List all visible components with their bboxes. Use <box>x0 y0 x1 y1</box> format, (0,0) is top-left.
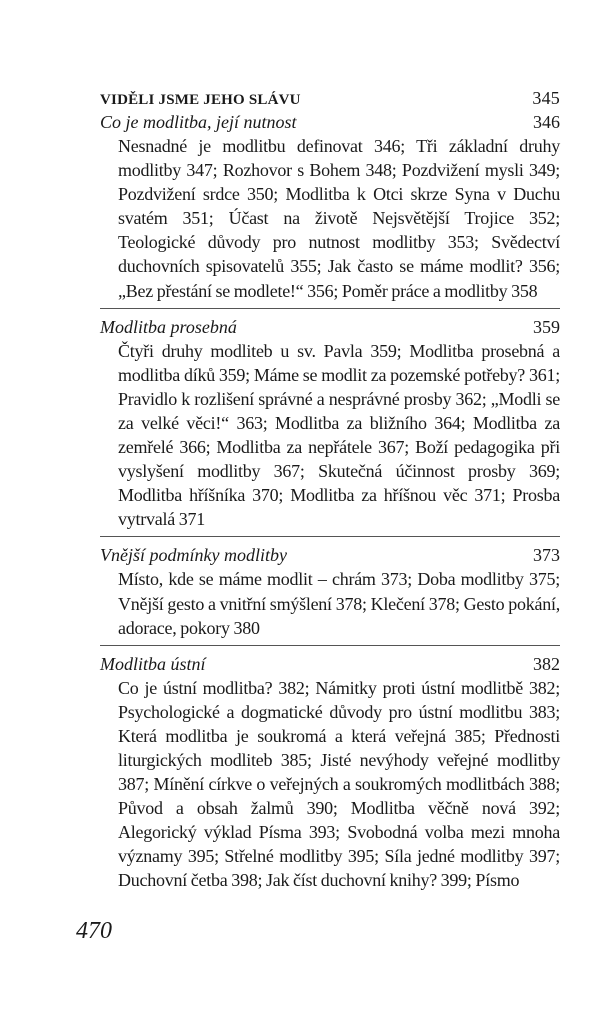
part-page-number: 345 <box>532 88 560 108</box>
entry-page-number: 346 <box>533 112 560 132</box>
divider <box>100 645 560 646</box>
entry-text: Čtyři druhy modliteb u sv. Pavla 359; Modlitba prosebná a modlitba díků 359; Máme se modlit za pozemské potřeby? 361; Pravidlo k rozlišení správné a nesprávné prosby 362; „Modli se za velké věci!“ 363; Modlitba za bližního 364; Modlitba za zemřelé 366; Modlitba za nepřátele 367; Boží pedagogika při vyslyšení modlitby 367; Skutečná účinnost prosby 369; Modlitba hříšníka 370; Modlitba za hříšnou věc 371; Prosba vytrvalá 371 <box>118 340 560 530</box>
entry-page-number: 382 <box>533 653 560 674</box>
entry-heading <box>100 543 560 567</box>
entry-heading <box>100 315 560 339</box>
toc-entry <box>100 110 560 303</box>
entry-text: Nesnadné je modlitbu definovat 346; Tři základní druhy modlitby 347; Rozhovor s Bohem 348; Pozdvižení mysli 349; Pozdvižení srdce 350; Modlitba k Otci skrze Syna v Duchu svatém 351; Účast na životě Nejsvětější Trojice 352; Teologické důvody pro nutnost modlitby 353; Svědectví duchovních spisovatelů 355; Jak často se máme modlit? 356; „Bez přestání se modlete!“ 356; Poměr práce a modlitby 358 <box>118 136 560 301</box>
part-title: VIDĚLI JSME JEHO SLÁVU <box>100 92 301 108</box>
entry-page-number: 373 <box>533 545 560 566</box>
page-number: 470 <box>76 918 112 944</box>
entry-title: Vnější podmínky modlitby <box>100 545 287 566</box>
divider <box>100 308 560 309</box>
entry-heading <box>100 110 560 134</box>
toc-entry <box>100 652 560 893</box>
entry-text: Co je ústní modlitba? 382; Námitky proti ústní modlitbě 382; Psychologické a dogmatické důvody pro ústní modlitbu 383; Která modlitba je soukromá a která veřejná 385; Přednosti liturgických modliteb 385; Jisté nevýhody veřejné modlitby 387; Mínění církve o veřejných a soukromých modlitbách 388; Původ a obsah žalmů 390; Modlitba věčně nová 392; Alegorický výklad Písma 393; Svobodná volba mezi mnoha významy 395; Střelné modlitby 395; Síla jedné modlitby 397; Duchovní četba 398; Jak číst duchovní knihy? 399; Písmo <box>118 677 560 891</box>
part-heading <box>100 86 560 110</box>
entry-heading <box>100 652 560 676</box>
entry-page-number: 359 <box>533 316 560 337</box>
entry-text: Místo, kde se máme modlit – chrám 373; Doba modlitby 375; Vnější gesto a vnitřní smýšlení 378; Klečení 378; Gesto pokání, adorace, pokory 380 <box>118 569 560 638</box>
divider <box>100 536 560 537</box>
toc-entry <box>100 543 560 639</box>
entry-title: Modlitba prosebná <box>100 316 237 337</box>
toc-entry <box>100 315 560 532</box>
entry-title: Co je modlitba, její nutnost <box>100 112 297 132</box>
entry-title: Modlitba ústní <box>100 653 206 674</box>
table-of-contents <box>100 86 560 893</box>
